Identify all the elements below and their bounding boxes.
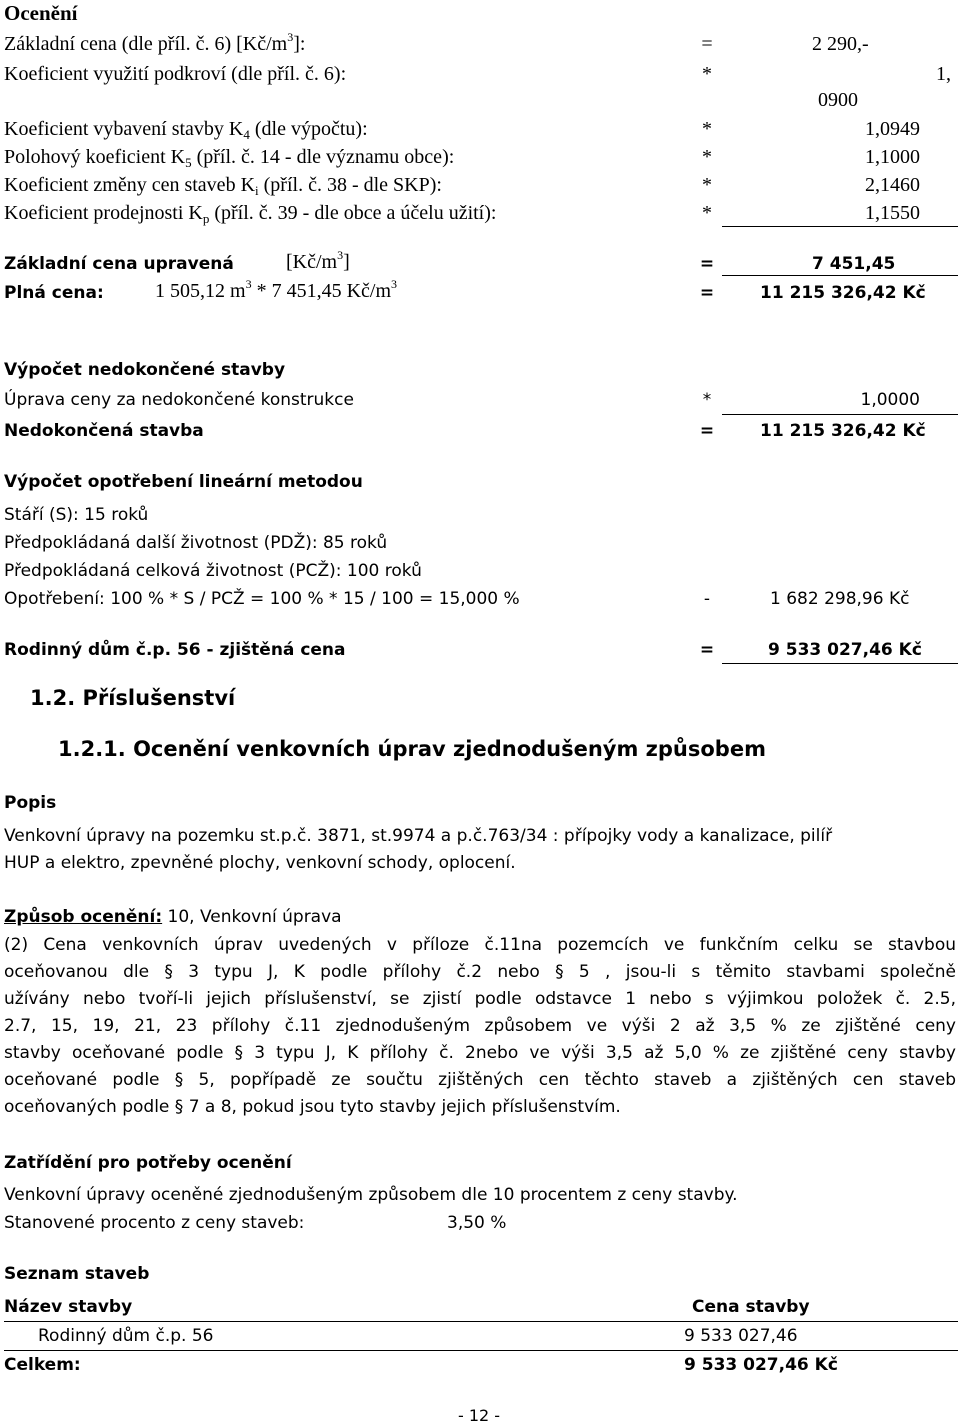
location-coef-label: Polohový koeficient $K_5$ (příl. č. 14 - dle významu obce): xyxy=(4,146,455,170)
method-paragraph-line: užívány nebo tvoří-li jejich příslušenství, se zjistí podle odstavce 1 nebo s výjimkou položek č. 2.5, xyxy=(4,989,956,1009)
method-paragraph-line: stavby oceňované podle § 3 typu J, K přílohy č. 2nebo ve výši 3,5 až 5,0 % ze zjištěné ceny stavby xyxy=(4,1043,956,1063)
page-number: - 12 - xyxy=(458,1406,501,1425)
depreciation-remaining: Předpokládaná další životnost (PDŽ): 85 roků xyxy=(4,533,388,553)
price-change-coef-value: 2,1460 xyxy=(865,174,920,196)
table-row-name: Rodinný dům č.p. 56 xyxy=(38,1326,214,1346)
depreciation-heading: Výpočet opotřebení lineární metodou xyxy=(4,472,363,492)
valuation-method: Způsob ocenění: 10, Venkovní úprava xyxy=(4,907,342,927)
depreciation-age: Stáří (S): 15 roků xyxy=(4,505,149,525)
equipment-coef-value: 1,0949 xyxy=(865,118,920,140)
result-label: Rodinný dům č.p. 56 - zjištěná cena xyxy=(4,640,346,660)
unfinished-building-sign: = xyxy=(699,421,715,441)
depreciation-formula: Opotřebení: 100 % * S / PCŽ = 100 % * 15 / 100 = 15,000 % xyxy=(4,589,520,609)
divider-line xyxy=(722,275,958,276)
full-price-value: 11 215 326,42 Kč xyxy=(760,283,926,303)
location-coef-sign: * xyxy=(702,146,712,168)
column-header-price: Cena stavby xyxy=(692,1297,810,1317)
base-price-sign: = xyxy=(701,33,713,55)
method-paragraph-line: oceňovanou dle § 3 typu J, K podle přílohy č.2 nebo § 5 , jsou-li s těmito stavbami společně xyxy=(4,962,956,982)
buildings-heading: Seznam staveb xyxy=(4,1264,150,1284)
divider-line xyxy=(722,226,958,227)
price-change-coef-sign: * xyxy=(702,174,712,196)
equipment-coef-label: Koeficient vybavení stavby $K_4$ (dle výpočtu): xyxy=(4,118,368,142)
table-total-rule xyxy=(4,1350,958,1351)
result-sign: = xyxy=(699,640,715,660)
base-adjusted-unit: $[Kč/m^3]$ xyxy=(286,248,350,273)
section-accessories: 1.2. Příslušenství xyxy=(30,686,236,710)
page-heading: Ocenění xyxy=(4,1,78,25)
equipment-coef-sign: * xyxy=(702,118,712,140)
unfinished-building-value: 11 215 326,42 Kč xyxy=(760,421,926,441)
depreciation-value: 1 682 298,96 Kč xyxy=(770,589,910,609)
attic-coef-label: Koeficient využití podkroví (dle příl. č. 6): xyxy=(4,63,347,85)
attic-coef-value-b: 0900 xyxy=(818,89,858,111)
method-paragraph-line: oceňované podle § 5, popřípadě ze součtu zjištěných cen těchto staveb a zjištěných cen staveb xyxy=(4,1070,956,1090)
percentage-label: Stanovené procento z ceny staveb: xyxy=(4,1213,305,1233)
price-change-coef-label: Koeficient změny cen staveb $K_i$ (příl. č. 38 - dle SKP): xyxy=(4,174,442,198)
table-header-rule xyxy=(4,1321,958,1322)
full-price-calc: 1 505,12 $m^3 * 7$ 451,45 $Kč/m^3$ xyxy=(155,277,397,302)
section-outdoor-valuation: 1.2.1. Ocenění venkovních úprav zjednodušeným způsobem xyxy=(58,737,766,761)
attic-coef-value-a: 1, xyxy=(936,63,951,85)
unfinished-adjust-sign: * xyxy=(702,390,712,410)
divider-line xyxy=(722,663,958,664)
percentage-value: 3,50 % xyxy=(447,1213,507,1233)
full-price-label: Plná cena: xyxy=(4,283,104,303)
method-paragraph-line: oceňovaných podle § 7 a 8, pokud jsou tyto stavby jejich příslušenstvím. xyxy=(4,1097,621,1117)
divider-line xyxy=(722,414,958,415)
marketability-coef-value: 1,1550 xyxy=(865,202,920,224)
unfinished-adjust-value: 1,0000 xyxy=(860,390,920,410)
method-paragraph-line: 2.7, 15, 19, 21, 23 přílohy č.11 zjednodušeným způsobem ve výši 2 až 3,5 % ze zjištěné ceny xyxy=(4,1016,956,1036)
marketability-coef-sign: * xyxy=(702,202,712,224)
location-coef-value: 1,1000 xyxy=(865,146,920,168)
description-line: Venkovní úpravy na pozemku st.p.č. 3871, st.9974 a p.č.763/34 : přípojky vody a kanalizace, pilíř xyxy=(4,826,833,846)
full-price-sign: = xyxy=(699,283,715,303)
base-adjusted-sign: = xyxy=(699,254,715,274)
marketability-coef-label: Koeficient prodejnosti $K_p$ (příl. č. 39 - dle obce a účelu užití): xyxy=(4,202,497,226)
base-price-value: 2 290,- xyxy=(812,33,869,55)
unfinished-building-label: Nedokončená stavba xyxy=(4,421,204,441)
classification-line: Venkovní úpravy oceněné zjednodušeným způsobem dle 10 procentem z ceny stavby. xyxy=(4,1185,738,1205)
total-price: 9 533 027,46 Kč xyxy=(684,1355,838,1375)
depreciation-total: Předpokládaná celková životnost (PCŽ): 100 roků xyxy=(4,561,422,581)
base-price-label: Základní cena (dle příl. č. 6) $[Kč/m^3]$: xyxy=(4,30,306,55)
table-row-price: 9 533 027,46 xyxy=(684,1326,798,1346)
total-label: Celkem: xyxy=(4,1355,81,1375)
unfinished-heading: Výpočet nedokončené stavby xyxy=(4,360,286,380)
attic-coef-sign: * xyxy=(702,63,712,85)
base-adjusted-label: Základní cena upravená xyxy=(4,254,234,274)
column-header-name: Název stavby xyxy=(4,1297,133,1317)
base-adjusted-value: 7 451,45 xyxy=(812,254,896,274)
description-line: HUP a elektro, zpevněné plochy, venkovní schody, oplocení. xyxy=(4,853,516,873)
classification-heading: Zatřídění pro potřeby ocenění xyxy=(4,1153,292,1173)
description-heading: Popis xyxy=(4,793,57,813)
method-paragraph-line: (2) Cena venkovních úprav uvedených v příloze č.11na pozemcích ve funkčním celku se stavbou xyxy=(4,935,956,955)
result-value: 9 533 027,46 Kč xyxy=(768,640,922,660)
depreciation-sign: - xyxy=(703,589,711,609)
unfinished-adjust-label: Úprava ceny za nedokončené konstrukce xyxy=(4,390,354,410)
